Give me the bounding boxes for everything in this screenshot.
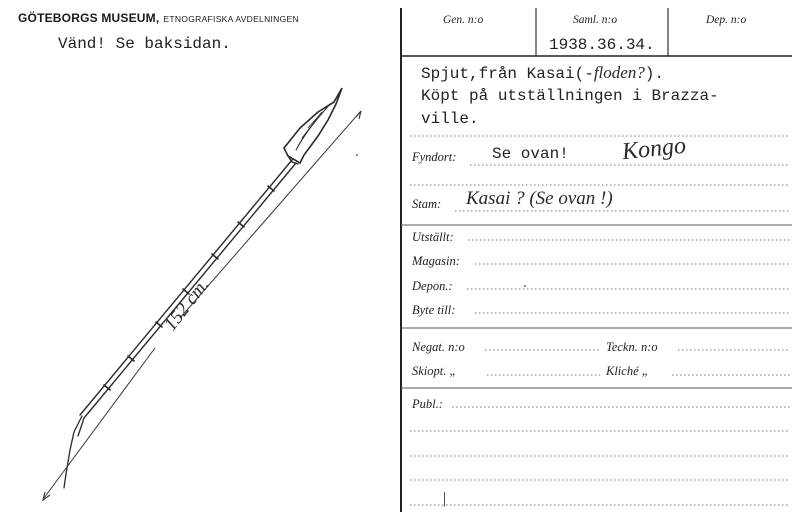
stam-value: Kasai ? (Se ovan !) (466, 188, 613, 209)
utstallt-label: Utställt: (412, 230, 454, 244)
description-handwritten: floden? (593, 63, 645, 82)
saml-number: 1938.36.34. (549, 36, 655, 54)
description-text-a: Spjut,från Kasai(- (421, 65, 594, 83)
depon-label: Depon.: (412, 279, 453, 293)
col-dep-header: Dep. n:o (706, 14, 747, 26)
description-line-2: Köpt på utställningen i Brazza- (421, 87, 719, 105)
ink-dot (356, 154, 358, 156)
publ-label: Publ.: (412, 397, 443, 411)
department-name: ETNOGRAFISKA AVDELNINGEN (163, 14, 299, 24)
col-gen-header: Gen. n:o (443, 14, 484, 26)
museum-header (18, 9, 299, 27)
bottom-pen-mark: | (442, 490, 447, 507)
kliche-label: Kliché „ (606, 364, 649, 378)
teckn-label: Teckn. n:o (606, 340, 658, 354)
negat-label: Negat. n:o (412, 340, 465, 354)
col-saml-header: Saml. n:o (573, 14, 618, 26)
ink-dot (524, 285, 526, 287)
byte-till-label: Byte till: (412, 303, 456, 317)
description-line-3: ville. (421, 110, 479, 128)
length-measurement: 152 cm. (160, 274, 214, 335)
fyndort-label: Fyndort: (412, 150, 457, 164)
measure-line (43, 111, 361, 500)
fyndort-handwritten: Kongo (620, 132, 688, 166)
turn-over-note: Vänd! Se baksidan. (58, 35, 231, 53)
museum-name: GÖTEBORGS MUSEUM, (18, 11, 160, 25)
description-text-b: ). (644, 65, 665, 83)
description-line-1 (421, 63, 664, 83)
fyndort-value: Se ovan! (492, 145, 569, 163)
magasin-label: Magasin: (412, 254, 460, 268)
stam-label: Stam: (412, 197, 442, 211)
skiopt-label: Skiopt. „ (412, 364, 457, 378)
